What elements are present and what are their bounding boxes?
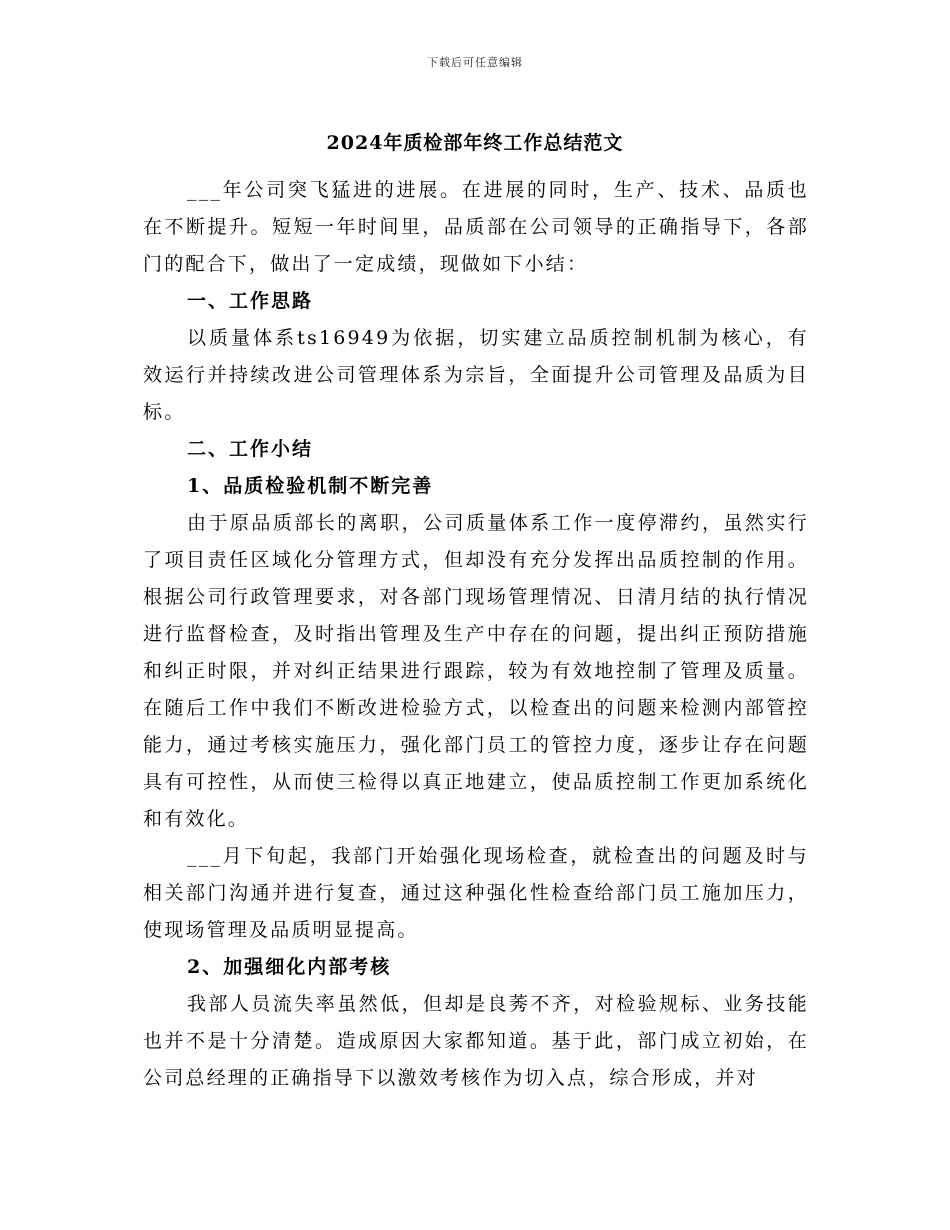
subsection-paragraph-inspection-2: ___月下旬起，我部门开始强化现场检查，就检查出的问题及时与相关部门沟通并进行复查，通过这种强化性检查给部门员工施加压力，使现场管理及品质明显提高。 [143, 845, 809, 941]
document-title: 2024年质检部年终工作总结范文 [326, 132, 624, 154]
subsection-paragraph-inspection-1: 由于原品质部长的离职，公司质量体系工作一度停滞约，虽然实行了项目责任区域化分管理方式，但却没有充分发挥出品质控制的作用。根据公司行政管理要求，对各部门现场管理情况、日清月结的执行情况进行监督检查，及时指出管理及生产中存在的问题，提出纠正预防措施和纠正时限，并对纠正结果进行跟踪，较为有效地控制了管理及质量。在随后工作中我们不断改进检验方式，以检查出的问题来检测内部管控能力，通过考核实施压力，强化部门员工的管控力度，逐步让存在问题具有可控性，从而使三检得以真正地建立，使品质控制工作更加系统化和有效化。 [143, 512, 809, 830]
section-heading-work-approach: 一、工作思路 [187, 290, 314, 312]
subsection-heading-inspection-mechanism: 1、品质检验机制不断完善 [187, 475, 434, 497]
page-header-note: 下载后可任意编辑 [427, 56, 523, 69]
document-body [143, 172, 809, 1097]
section-text-work-approach: 以质量体系ts16949为依据，切实建立品质控制机制为核心，有效运行并持续改进公司管理体系为宗旨，全面提升公司管理及品质为目标。 [143, 327, 809, 423]
subsection-heading-internal-assessment: 2、加强细化内部考核 [187, 956, 392, 978]
intro-paragraph: ___年公司突飞猛进的进展。在进展的同时，生产、技术、品质也在不断提升。短短一年时间里，品质部在公司领导的正确指导下，各部门的配合下，做出了一定成绩，现做如下小结： [143, 179, 809, 275]
subsection-paragraph-assessment-1: 我部人员流失率虽然低，但却是良莠不齐，对检验规标、业务技能也并不是十分清楚。造成原因大家都知道。基于此，部门成立初始，在公司总经理的正确指导下以激效考核作为切入点，综合形成，并对 [143, 993, 809, 1089]
section-heading-work-summary: 二、工作小结 [187, 438, 314, 460]
